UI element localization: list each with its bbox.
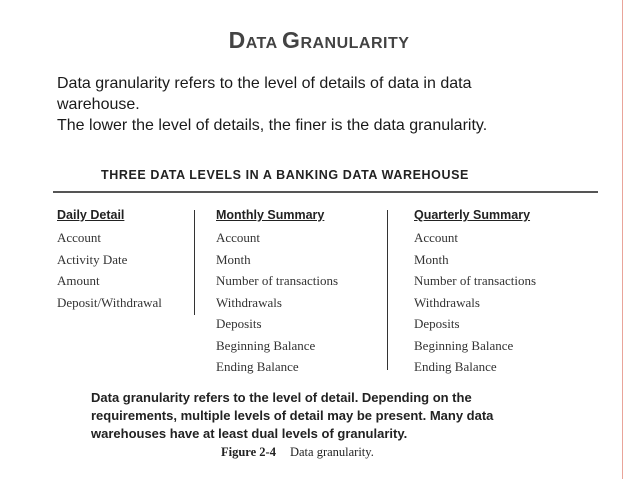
caption-line: requirements, multiple levels of detail may be present. Many data — [91, 408, 494, 423]
column-item: Withdrawals — [216, 294, 282, 310]
column-divider — [194, 210, 195, 315]
figure-caption — [91, 389, 591, 443]
title-initial-2: G — [282, 27, 301, 53]
slide-border-rule — [622, 0, 623, 479]
caption-line: Data granularity refers to the level of detail. Depending on the — [91, 390, 472, 405]
column-item: Account — [216, 230, 261, 245]
column-item: Deposits — [414, 316, 460, 331]
column-monthly-summary — [216, 207, 338, 380]
title-initial-1: D — [228, 27, 246, 53]
intro-line: warehouse. — [57, 96, 140, 113]
column-item: Month — [216, 251, 251, 267]
column-divider — [387, 210, 388, 370]
intro-text — [57, 73, 577, 136]
column-item: Number of transactions — [216, 273, 339, 288]
column-item: Withdrawals — [414, 294, 480, 310]
column-item: Deposits — [216, 316, 262, 331]
caption-line: warehouses have at least dual levels of granularity. — [91, 426, 408, 441]
intro-line: The lower the level of details, the finer is the data granularity. — [57, 117, 488, 134]
column-daily-detail — [57, 207, 162, 315]
figure-title: Data granularity. — [289, 445, 374, 459]
column-item: Account — [414, 230, 459, 245]
figure-label — [221, 445, 374, 460]
intro-line: Data granularity refers to the level of details of data in data — [57, 75, 472, 92]
column-header: Monthly Summary — [216, 208, 325, 222]
column-item: Number of transactions — [414, 273, 537, 288]
title-rest-1: ATA — [245, 35, 283, 52]
figure-heading-rule — [53, 191, 598, 193]
figure-image — [53, 160, 598, 465]
column-quarterly-summary — [414, 207, 536, 380]
column-item: Activity Date — [57, 251, 128, 267]
column-item: Ending Balance — [216, 359, 299, 374]
title-rest-2: RANULARITY — [300, 35, 410, 52]
column-item: Deposit/Withdrawal — [57, 294, 162, 310]
column-item: Ending Balance — [414, 359, 497, 374]
column-header: Daily Detail — [57, 208, 125, 222]
column-header: Quarterly Summary — [414, 208, 531, 222]
figure-heading: THREE DATA LEVELS IN A BANKING DATA WAREHOUSE — [101, 168, 469, 182]
column-item: Amount — [57, 273, 100, 288]
column-item: Beginning Balance — [216, 337, 316, 353]
figure-number: Figure 2-4 — [221, 445, 276, 459]
column-item: Month — [414, 251, 449, 267]
slide-title — [0, 27, 638, 54]
column-item: Beginning Balance — [414, 337, 514, 353]
column-item: Account — [57, 230, 102, 245]
